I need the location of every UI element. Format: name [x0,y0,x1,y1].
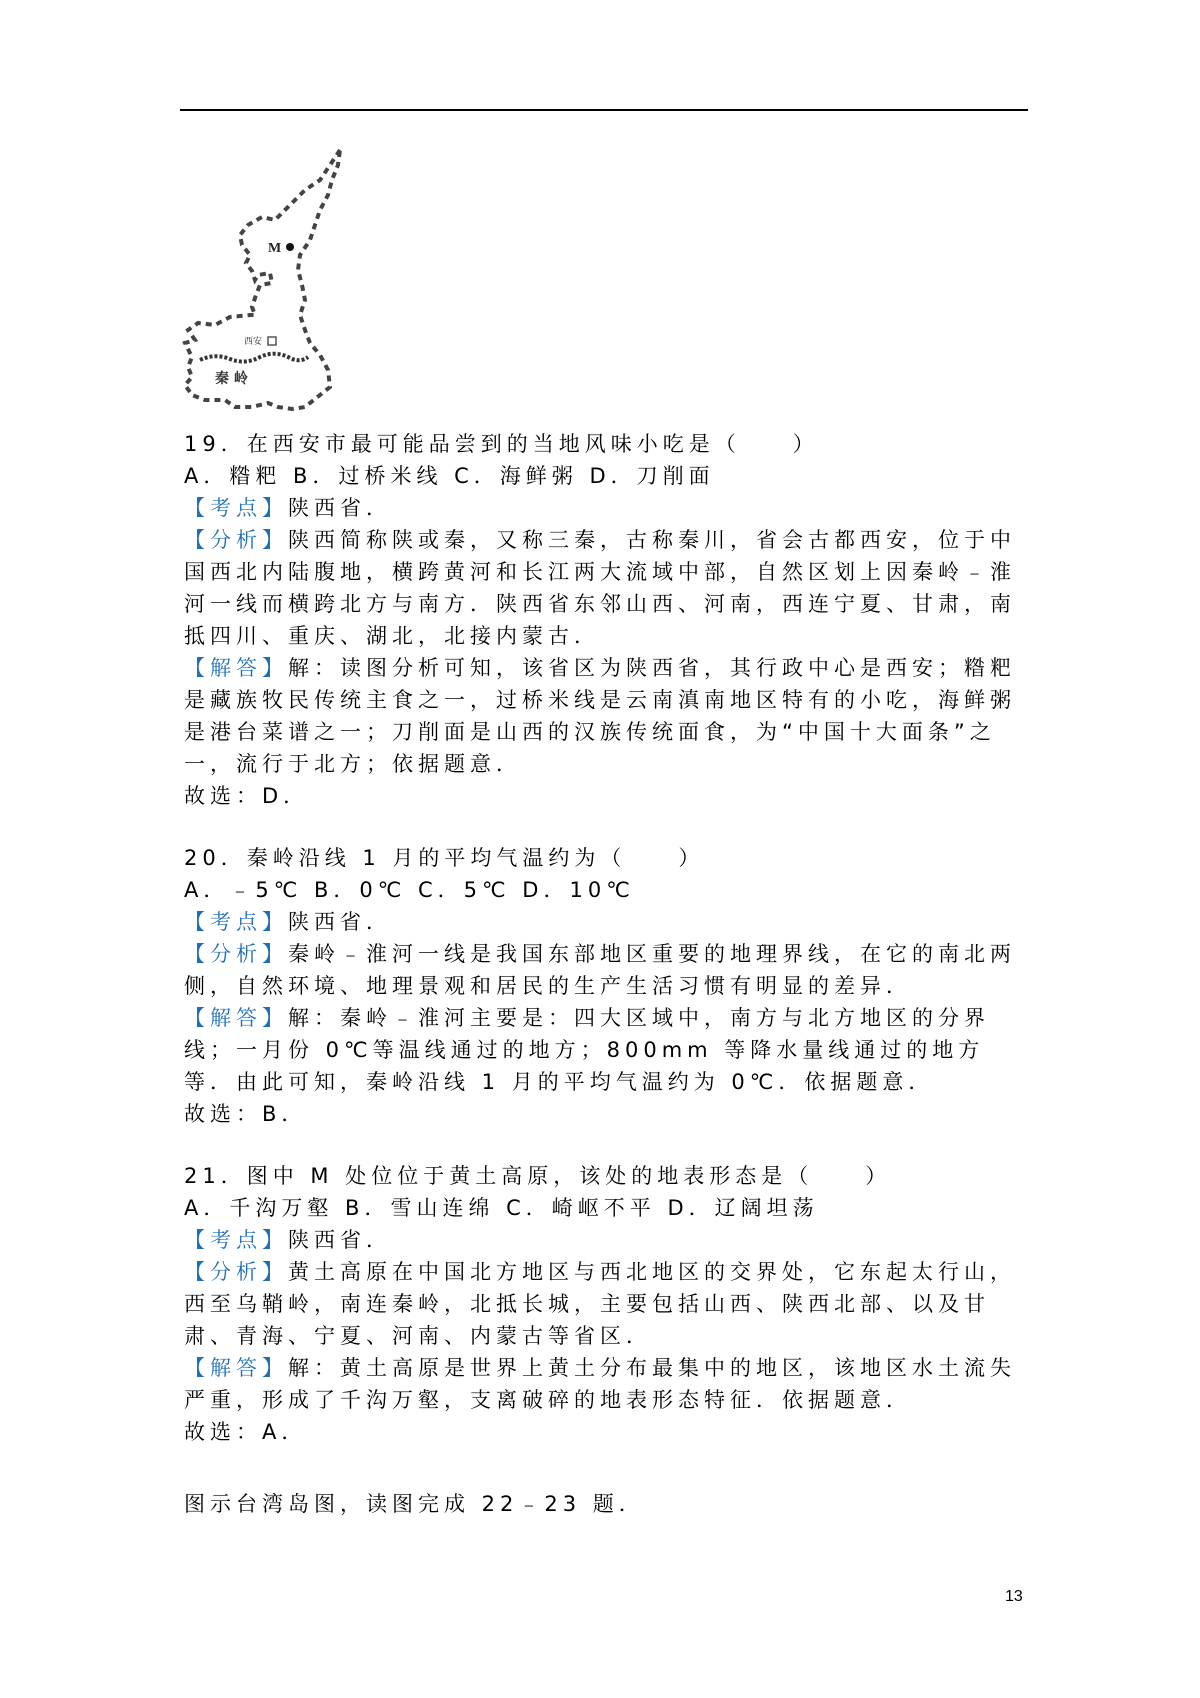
answer-20: 故选：B． [184,1102,308,1126]
xian-marker [268,337,276,345]
answer-21: 故选：A． [184,1420,308,1444]
kaodian-text: 陕西省． [288,496,392,520]
kaodian-19 [184,492,1024,524]
fenxi-text: 黄土高原在中国北方地区与西北地区的交界处，它东起太行山，西至乌鞘岭，南连秦岭，北抵长城，主要包括山西、陕西北部、以及甘肃、青海、宁夏、河南、内蒙古等省区． [184,1260,1016,1348]
kaodian-tag: 【考点】 [184,1228,288,1252]
point-m-marker [286,243,294,251]
spacer [184,1448,1024,1488]
spacer [184,1130,1024,1160]
spacer [184,812,1024,842]
jieda-19 [184,652,1024,780]
fenxi-20 [184,938,1024,1002]
fenxi-text: 秦岭﹣淮河一线是我国东部地区重要的地理界线，在它的南北两侧，自然环境、地理景观和居民的生产生活习惯有明显的差异． [184,942,1016,998]
fenxi-21 [184,1256,1024,1352]
question-20: 20．秦岭沿线 1 月的平均气温约为（ ） [184,846,705,870]
options-21: A．千沟万壑 B．雪山连绵 C．崎岖不平 D．辽阔坦荡 [184,1196,819,1220]
question-21: 21．图中 M 处位位于黄土高原，该处的地表形态是（ ） [184,1164,892,1188]
intro-22-23: 图示台湾岛图，读图完成 22﹣23 题． [184,1492,645,1516]
province-boundary [185,150,340,409]
answer-19: 故选：D． [184,784,310,808]
question-19: 19．在西安市最可能品尝到的当地风味小吃是（ ） [184,432,819,456]
jieda-text: 解：读图分析可知，该省区为陕西省，其行政中心是西安；糌粑是藏族牧民传统主食之一，过桥米线是云南滇南地区特有的小吃，海鲜粥是港台菜谱之一；刀削面是山西的汉族传统面食，为“中国十大面条”之一，流行于北方；依据题意． [184,656,1016,776]
jieda-21 [184,1352,1024,1416]
header-rule [180,109,1028,111]
fenxi-19 [184,524,1024,652]
page-number: 13 [1005,1588,1023,1605]
point-m-label: M [268,241,282,256]
jieda-tag: 【解答】 [184,1356,288,1380]
fenxi-tag: 【分析】 [184,1260,288,1284]
jieda-tag: 【解答】 [184,656,288,680]
document-body [184,428,1024,1520]
fenxi-text: 陕西简称陕或秦，又称三秦，古称秦川，省会古都西安，位于中国西北内陆腹地，横跨黄河和长江两大流域中部，自然区划上因秦岭﹣淮河一线而横跨北方与南方．陕西省东邻山西、河南，西连宁夏、甘肃，南抵四川、重庆、湖北，北接内蒙古． [184,528,1016,648]
jieda-tag: 【解答】 [184,1006,288,1030]
kaodian-tag: 【考点】 [184,496,288,520]
kaodian-tag: 【考点】 [184,910,288,934]
kaodian-20 [184,906,1024,938]
qinling-label: 秦 岭 [215,371,248,387]
fenxi-tag: 【分析】 [184,942,288,966]
kaodian-21 [184,1224,1024,1256]
kaodian-text: 陕西省． [288,1228,392,1252]
options-19: A．糌粑 B．过桥米线 C．海鲜粥 D．刀削面 [184,464,715,488]
qinling-ridge [200,354,308,362]
jieda-text: 解：黄土高原是世界上黄土分布最集中的地区，该地区水土流失严重，形成了千沟万壑，支离破碎的地表形态特征．依据题意． [184,1356,1016,1412]
jieda-text: 解：秦岭﹣淮河主要是：四大区域中，南方与北方地区的分界线；一月份 0℃等温线通过的地方；800mm 等降水量线通过的地方等．由此可知，秦岭沿线 1 月的平均气温约为 0℃．依据题意． [184,1006,990,1094]
kaodian-text: 陕西省． [288,910,392,934]
jieda-20 [184,1002,1024,1098]
shaanxi-map [180,145,380,415]
options-20: A．﹣5℃ B．0℃ C．5℃ D．10℃ [184,878,635,902]
fenxi-tag: 【分析】 [184,528,288,552]
xian-label: 西安 [244,337,263,347]
